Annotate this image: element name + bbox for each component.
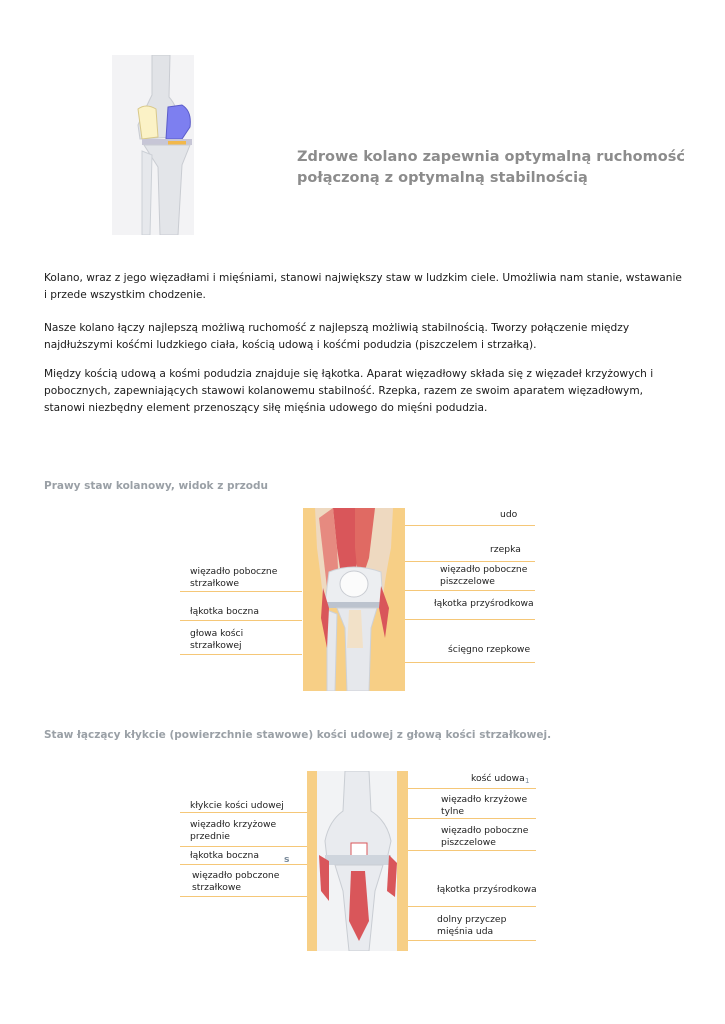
leader-line xyxy=(405,561,535,562)
leader-line xyxy=(405,525,535,526)
label-tibial-collateral-ligament-2: więzadło poboczne piszczelowe xyxy=(441,825,529,848)
leader-line xyxy=(180,591,302,592)
paragraph-2: Nasze kolano łączy najlepszą możliwą ruchomość z najlepszą możliwią stabilnością. Tworzy połączenie między najdłuższymi kośćmi ludzkiego ciała, kością udową i kośćmi podudzia (piszczelem i strzałką). xyxy=(44,322,630,351)
label-medial-meniscus-2: łąkotka przyśrodkowa xyxy=(437,884,537,895)
leader-line xyxy=(408,818,536,819)
knee-prosthesis-illustration xyxy=(112,55,194,235)
label-patella: rzepka xyxy=(490,544,521,555)
leader-line xyxy=(408,850,536,851)
leader-line xyxy=(180,846,307,847)
paragraph-1: Kolano, wraz z jego więzadłami i mięśniami, stanowi największy staw w ludzkim ciele. Umożliwia nam stanie, wstawanie i przede wszystkim chodzenie. xyxy=(44,272,682,301)
label-anterior-cruciate-ligament: więzadło krzyżowe przednie xyxy=(190,819,277,842)
label-patellar-tendon: ścięgno rzepkowe xyxy=(448,644,531,655)
label-thigh: udo xyxy=(500,509,518,520)
label-lateral-meniscus: łąkotka boczna xyxy=(190,606,259,617)
page-headline xyxy=(297,147,697,189)
paragraph-3: Między kością udową a kośmi podudzia znajduje się łąkotka. Aparat więzadłowy składa się z więzadeł krzyżowych i pobocznych, zapewniających stawowi kolanowemu stabilność. Rzepka, razem ze swoim aparatem więzadłowym, stanowi niezbędny element przenoszący siłę mięśnia udowego do mięśni podudzia. xyxy=(44,368,654,414)
label-medial-meniscus: łąkotka przyśrodkowa xyxy=(434,598,534,609)
leader-line xyxy=(408,788,536,789)
headline-line-1: Zdrowe kolano zapewnia optymalną ruchomość xyxy=(297,149,685,165)
leader-line xyxy=(405,590,535,591)
label-lateral-collateral-ligament: więzadło poboczne strzałkowe xyxy=(190,566,278,589)
label-tibial-collateral-ligament: więzadło poboczne piszczelowe xyxy=(440,564,528,587)
label-fibula-head: głowa kości strzałkowej xyxy=(190,628,244,651)
figure-2-title: Staw łączący kłykcie (powierzchnie stawowe) kości udowej z głową kości strzałkowej. xyxy=(44,729,552,741)
mark-1: 1 xyxy=(525,777,530,785)
figure-1-title: Prawy staw kolanowy, widok z przodu xyxy=(44,480,268,492)
label-posterior-cruciate-ligament: więzadło krzyżowe tylne xyxy=(441,794,528,817)
leader-line xyxy=(405,619,535,620)
leader-line xyxy=(408,906,536,907)
leader-line xyxy=(180,654,302,655)
leader-line xyxy=(405,662,535,663)
label-lateral-meniscus-2: łąkotka boczna xyxy=(190,850,259,861)
mark-s: s xyxy=(284,854,290,865)
knee-condyles-illustration xyxy=(307,771,408,951)
leader-line xyxy=(180,812,307,813)
leader-line xyxy=(180,620,302,621)
leader-line xyxy=(408,940,536,941)
knee-front-illustration xyxy=(303,508,405,691)
label-femoral-condyles: kłykcie kości udowej xyxy=(190,800,284,811)
label-lateral-collateral-ligament-2: więzadło pobczone strzałkowe xyxy=(192,870,280,893)
label-femur: kość udowa xyxy=(471,773,525,784)
headline-line-2: połączoną z optymalną stabilnością xyxy=(297,170,588,186)
label-thigh-muscle-insertion: dolny przyczep mięśnia uda xyxy=(437,914,507,937)
leader-line xyxy=(180,896,307,897)
